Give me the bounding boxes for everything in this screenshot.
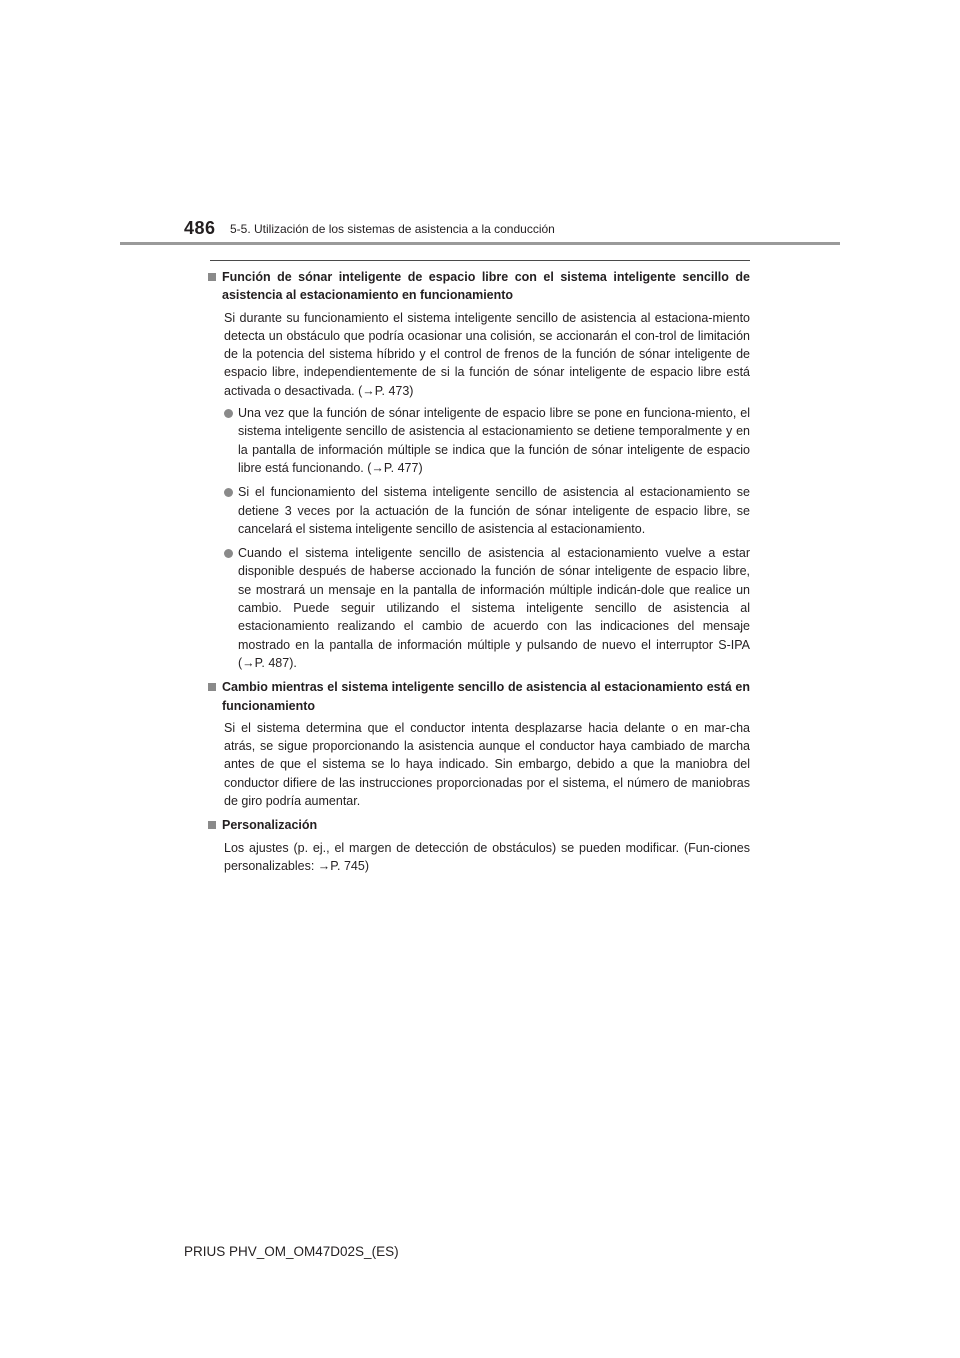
section-block: [208, 816, 750, 875]
list-item: [224, 544, 750, 672]
section-heading: Cambio mientras el sistema inteligente sencillo de asistencia al estacionamiento está en funcionamiento: [222, 680, 750, 713]
header-rule: [120, 242, 840, 245]
list-item: [224, 483, 750, 538]
section-heading-row: [208, 268, 750, 305]
round-bullet-icon: [224, 549, 233, 558]
content: [208, 268, 750, 881]
square-bullet-icon: [208, 273, 216, 281]
section-body: Si durante su funcionamiento el sistema inteligente sencillo de asistencia al estaciona-miento detecta un obstáculo que podría ocasionar una colisión, se accionarán el con-trol de limitación de la potencia del sistema híbrido y el control de frenos de la función de sónar inteligente de espacio libre, independientemente de si la función de sónar inteligente de espacio libre está activada o desactivada. (→P. 473): [224, 310, 750, 398]
section-heading: Función de sónar inteligente de espacio libre con el sistema inteligente sencillo de asistencia al estacionamiento en funcionamiento: [222, 270, 750, 303]
section-body: Los ajustes (p. ej., el margen de detección de obstáculos) se pueden modificar. (Fun-ciones personalizables: →P. 745): [224, 840, 750, 873]
page-number: 486: [184, 218, 216, 238]
section-block: [208, 268, 750, 672]
bullet-list: [224, 404, 750, 672]
section-body: Si el sistema determina que el conductor intenta desplazarse hacia delante o en mar-cha atrás, se sigue proporcionando la asistencia aunque el conductor haya cambiado de marcha antes de que el sistema se lo haya indicado. Sin embargo, debido a que la maniobra del conductor difiere de las instrucciones proporcionadas por el sistema, el número de maniobras de giro podría aumentar.: [224, 720, 750, 809]
section-heading-row: [208, 678, 750, 715]
list-item-text: Una vez que la función de sónar inteligente de espacio libre se pone en funciona-miento, el sistema inteligente sencillo de asistencia al estacionamiento se detiene temporalmente y en la pantalla de información múltiple se indica que la función de sónar inteligente de espacio libre está funcionando. (→P. 477): [238, 406, 750, 475]
round-bullet-icon: [224, 488, 233, 497]
list-item-text: Cuando el sistema inteligente sencillo de asistencia al estacionamiento vuelve a estar disponible después de haberse accionado la función de sónar inteligente de espacio libre, se mostrará un mensaje en la pantalla de información múltiple indicán-dole que realice un cambio. Puede seguir utilizando el sistema inteligente sencillo de asistencia al estacionamiento realizando el cambio de acuerdo con las indicaciones del mensaje mostrado en la pantalla de información múltiple y pulsando de nuevo el interruptor S-IPA (→P. 487).: [238, 546, 750, 670]
section-block: [208, 678, 750, 810]
section-heading-row: [208, 816, 750, 834]
square-bullet-icon: [208, 683, 216, 691]
square-bullet-icon: [208, 821, 216, 829]
section-heading: Personalización: [222, 818, 318, 833]
list-item: [224, 404, 750, 477]
list-item-text: Si el funcionamiento del sistema inteligente sencillo de asistencia al estacionamiento se detiene 3 veces por la actuación de la función de sónar inteligente de espacio libre, se cancelará el sistema inteligente sencillo de asistencia al estacionamiento.: [238, 485, 750, 536]
round-bullet-icon: [224, 409, 233, 418]
section-title: 5-5. Utilización de los sistemas de asistencia a la conducción: [230, 222, 555, 236]
top-rule: [210, 260, 750, 261]
document-code: PRIUS PHV_OM_OM47D02S_(ES): [184, 1244, 399, 1259]
